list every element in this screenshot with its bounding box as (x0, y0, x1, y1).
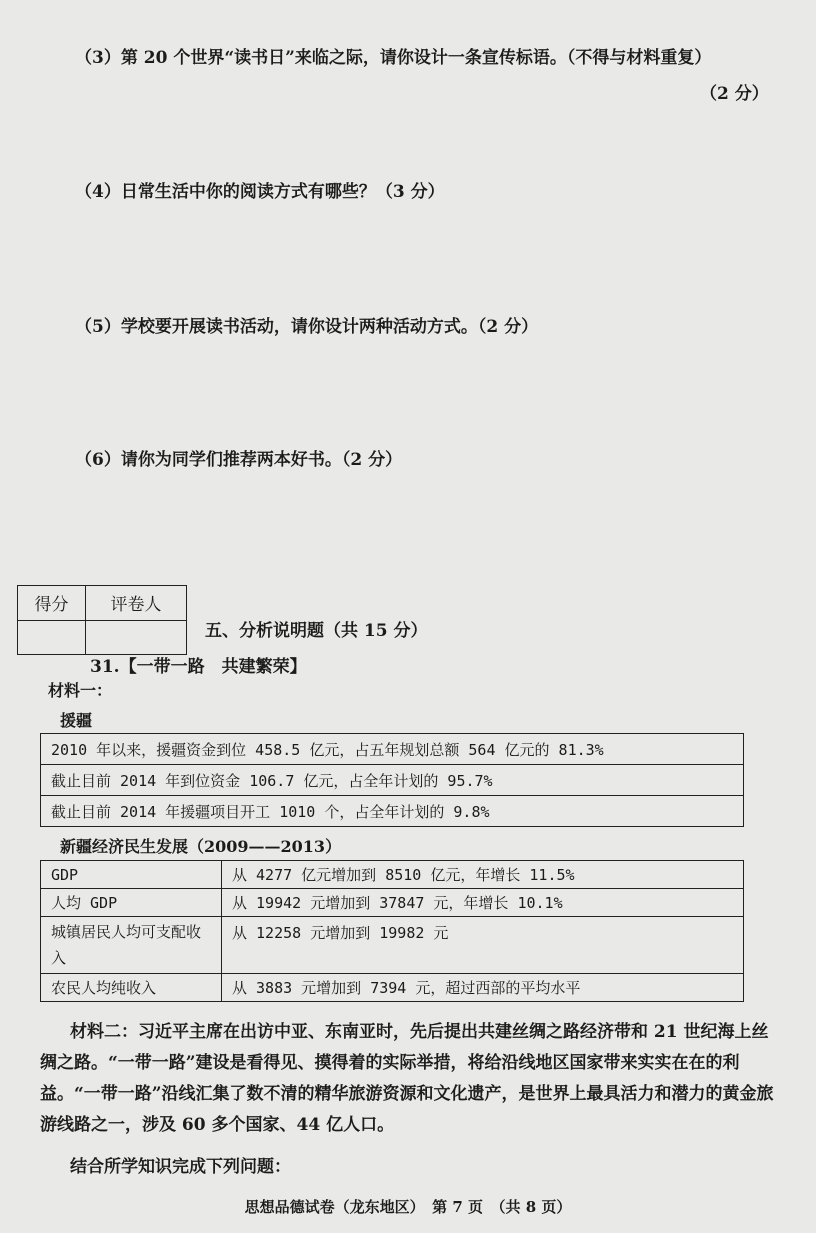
aid-cell: 2010 年以来，援疆资金到位 458.5 亿元，占五年规划总额 564 亿元的 81.3% (41, 734, 744, 765)
dev-value: 从 4277 亿元增加到 8510 亿元，年增长 11.5% (222, 861, 744, 889)
question-3-score: （2 分） (700, 84, 769, 104)
table-row (41, 861, 744, 889)
dev-value: 从 3883 元增加到 7394 元，超过西部的平均水平 (222, 974, 744, 1002)
table-row (41, 796, 744, 827)
dev-key: GDP (41, 861, 222, 889)
development-label: 新疆经济民生发展（2009——2013） (60, 837, 342, 856)
table-row (41, 974, 744, 1002)
question-4: （4）日常生活中你的阅读方式有哪些？（3 分） (75, 182, 445, 202)
table-row (41, 889, 744, 917)
score-box (17, 585, 187, 655)
development-table (40, 860, 744, 1002)
question-6: （6）请你为同学们推荐两本好书。（2 分） (75, 450, 403, 470)
question-5: （5）学校要开展读书活动，请你设计两种活动方式。（2 分） (75, 317, 539, 337)
table-row (41, 765, 744, 796)
aid-label: 援疆 (60, 711, 93, 730)
score-label: 得分 (18, 586, 86, 621)
aid-table (40, 733, 744, 827)
material1-label: 材料一： (48, 681, 113, 700)
aid-cell: 截止目前 2014 年援疆项目开工 1010 个，占全年计划的 9.8% (41, 796, 744, 827)
grader-label: 评卷人 (85, 586, 186, 621)
material2-paragraph: 材料二：习近平主席在出访中亚、东南亚时，先后提出共建丝绸之路经济带和 21 世纪海上丝绸之路。“一带一路”建设是看得见、摸得着的实际举措，将给沿线地区国家带来实实在在的利益。“一带一路”沿线汇集了数不清的精华旅游资源和文化遗产，是世界上最具活力和潜力的黄金旅游线路之一，涉及 60 多个国家、44 亿人口。 (40, 1022, 774, 1135)
question-3: （3）第 20 个世界“读书日”来临之际，请你设计一条宣传标语。（不得与材料重复） (75, 48, 712, 68)
aid-cell: 截止目前 2014 年到位资金 106.7 亿元，占全年计划的 95.7% (41, 765, 744, 796)
dev-key: 城镇居民人均可支配收入 (41, 917, 222, 974)
dev-key: 农民人均纯收入 (41, 974, 222, 1002)
table-row (41, 917, 744, 974)
section-title: 五、分析说明题（共 15 分） (205, 621, 428, 641)
instruction: 结合所学知识完成下列问题： (70, 1157, 291, 1177)
dev-value: 从 19942 元增加到 37847 元，年增长 10.1% (222, 889, 744, 917)
dev-value: 从 12258 元增加到 19982 元 (222, 917, 744, 974)
table-row (41, 734, 744, 765)
page-footer: 思想品德试卷（龙东地区） 第 7 页 （共 8 页） (244, 1198, 572, 1216)
grader-cell (85, 620, 186, 655)
question-31-title: 31.【一带一路 共建繁荣】 (90, 657, 307, 677)
dev-key: 人均 GDP (41, 889, 222, 917)
score-cell (18, 620, 86, 655)
